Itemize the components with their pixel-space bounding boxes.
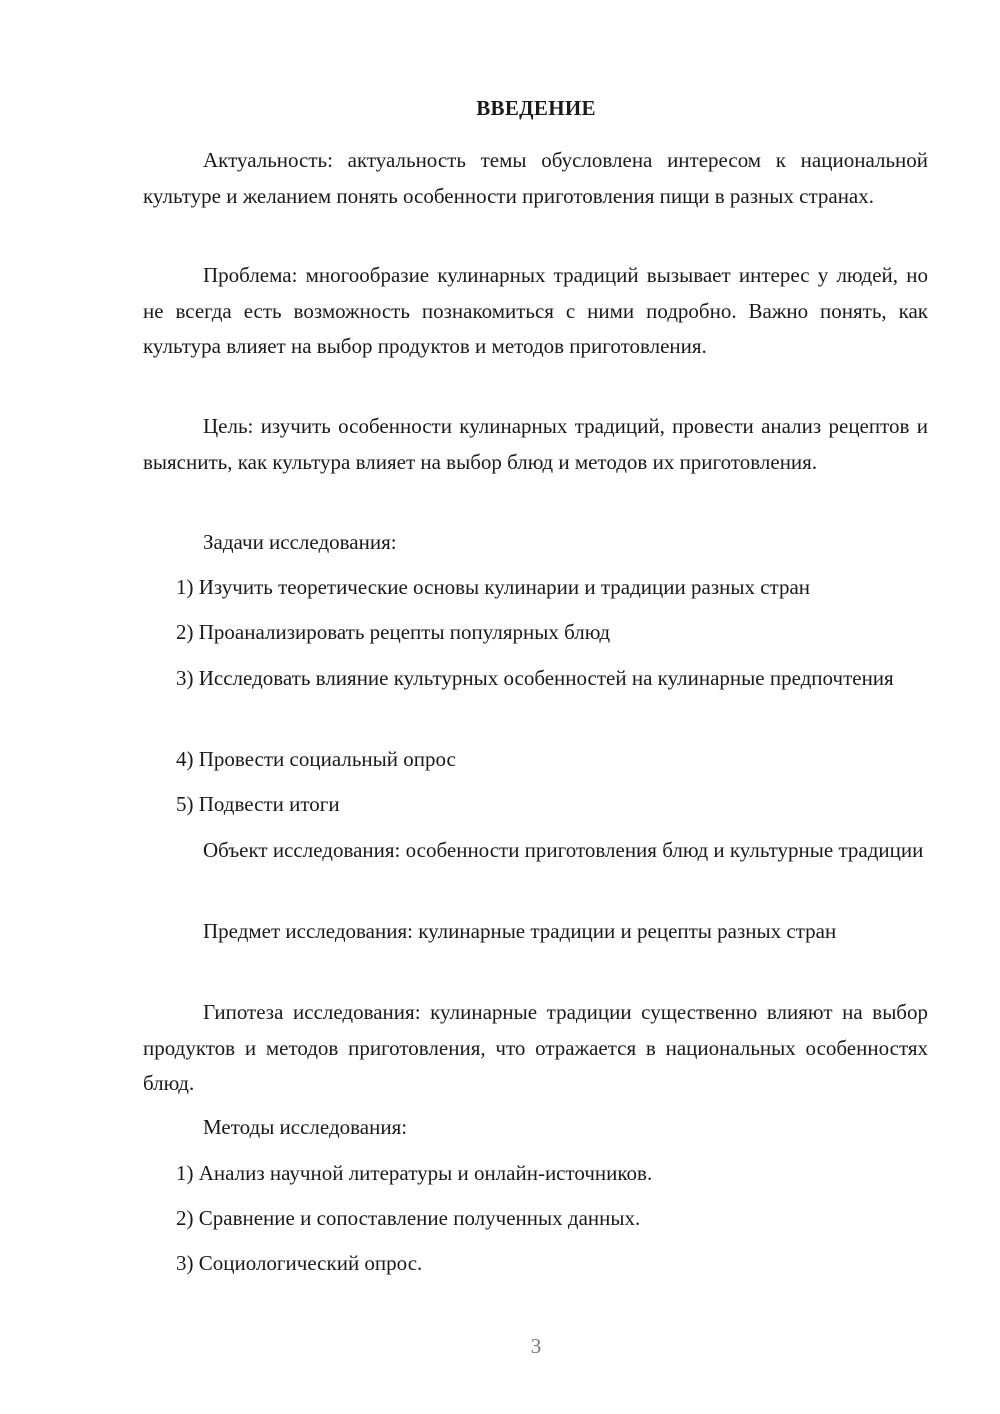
relevance-paragraph: Актуальность: актуальность темы обусловлена интересом к национальной культуре и желанием понять особенности приготовления пищи в разных странах. bbox=[143, 148, 928, 208]
problem-paragraph: Проблема: многообразие кулинарных традиций вызывает интерес у людей, но не всегда есть возможность познакомиться с ними подробно. Важно понять, как культура влияет на выбор продуктов и методов приготовления. bbox=[143, 263, 928, 358]
method-item: 3) Социологический опрос. bbox=[176, 1251, 423, 1275]
method-item: 1) Анализ научной литературы и онлайн-источников. bbox=[176, 1161, 653, 1185]
method-item: 2) Сравнение и сопоставление полученных данных. bbox=[176, 1206, 641, 1230]
goal-paragraph: Цель: изучить особенности кулинарных традиций, провести анализ рецептов и выяснить, как культура влияет на выбор блюд и методов их приготовления. bbox=[143, 414, 928, 474]
methods-heading: Методы исследования: bbox=[203, 1115, 408, 1139]
object-paragraph: Объект исследования: особенности приготовления блюд и культурные традиции bbox=[203, 838, 924, 862]
section-title: ВВЕДЕНИЕ bbox=[476, 96, 596, 120]
page-number: 3 bbox=[530, 1334, 542, 1358]
task-item: 4) Провести социальный опрос bbox=[176, 747, 456, 771]
subject-paragraph: Предмет исследования: кулинарные традиции и рецепты разных стран bbox=[203, 919, 837, 943]
hypothesis-paragraph: Гипотеза исследования: кулинарные традиции существенно влияют на выбор продуктов и методов приготовления, что отражается в национальных особенностях блюд. bbox=[143, 1000, 928, 1095]
tasks-heading: Задачи исследования: bbox=[203, 530, 397, 554]
task-item: 5) Подвести итоги bbox=[176, 792, 340, 816]
task-item: 3) Исследовать влияние культурных особенностей на кулинарные предпочтения bbox=[176, 666, 894, 690]
task-item: 1) Изучить теоретические основы кулинарии и традиции разных стран bbox=[176, 575, 811, 599]
task-item: 2) Проанализировать рецепты популярных блюд bbox=[176, 620, 611, 644]
